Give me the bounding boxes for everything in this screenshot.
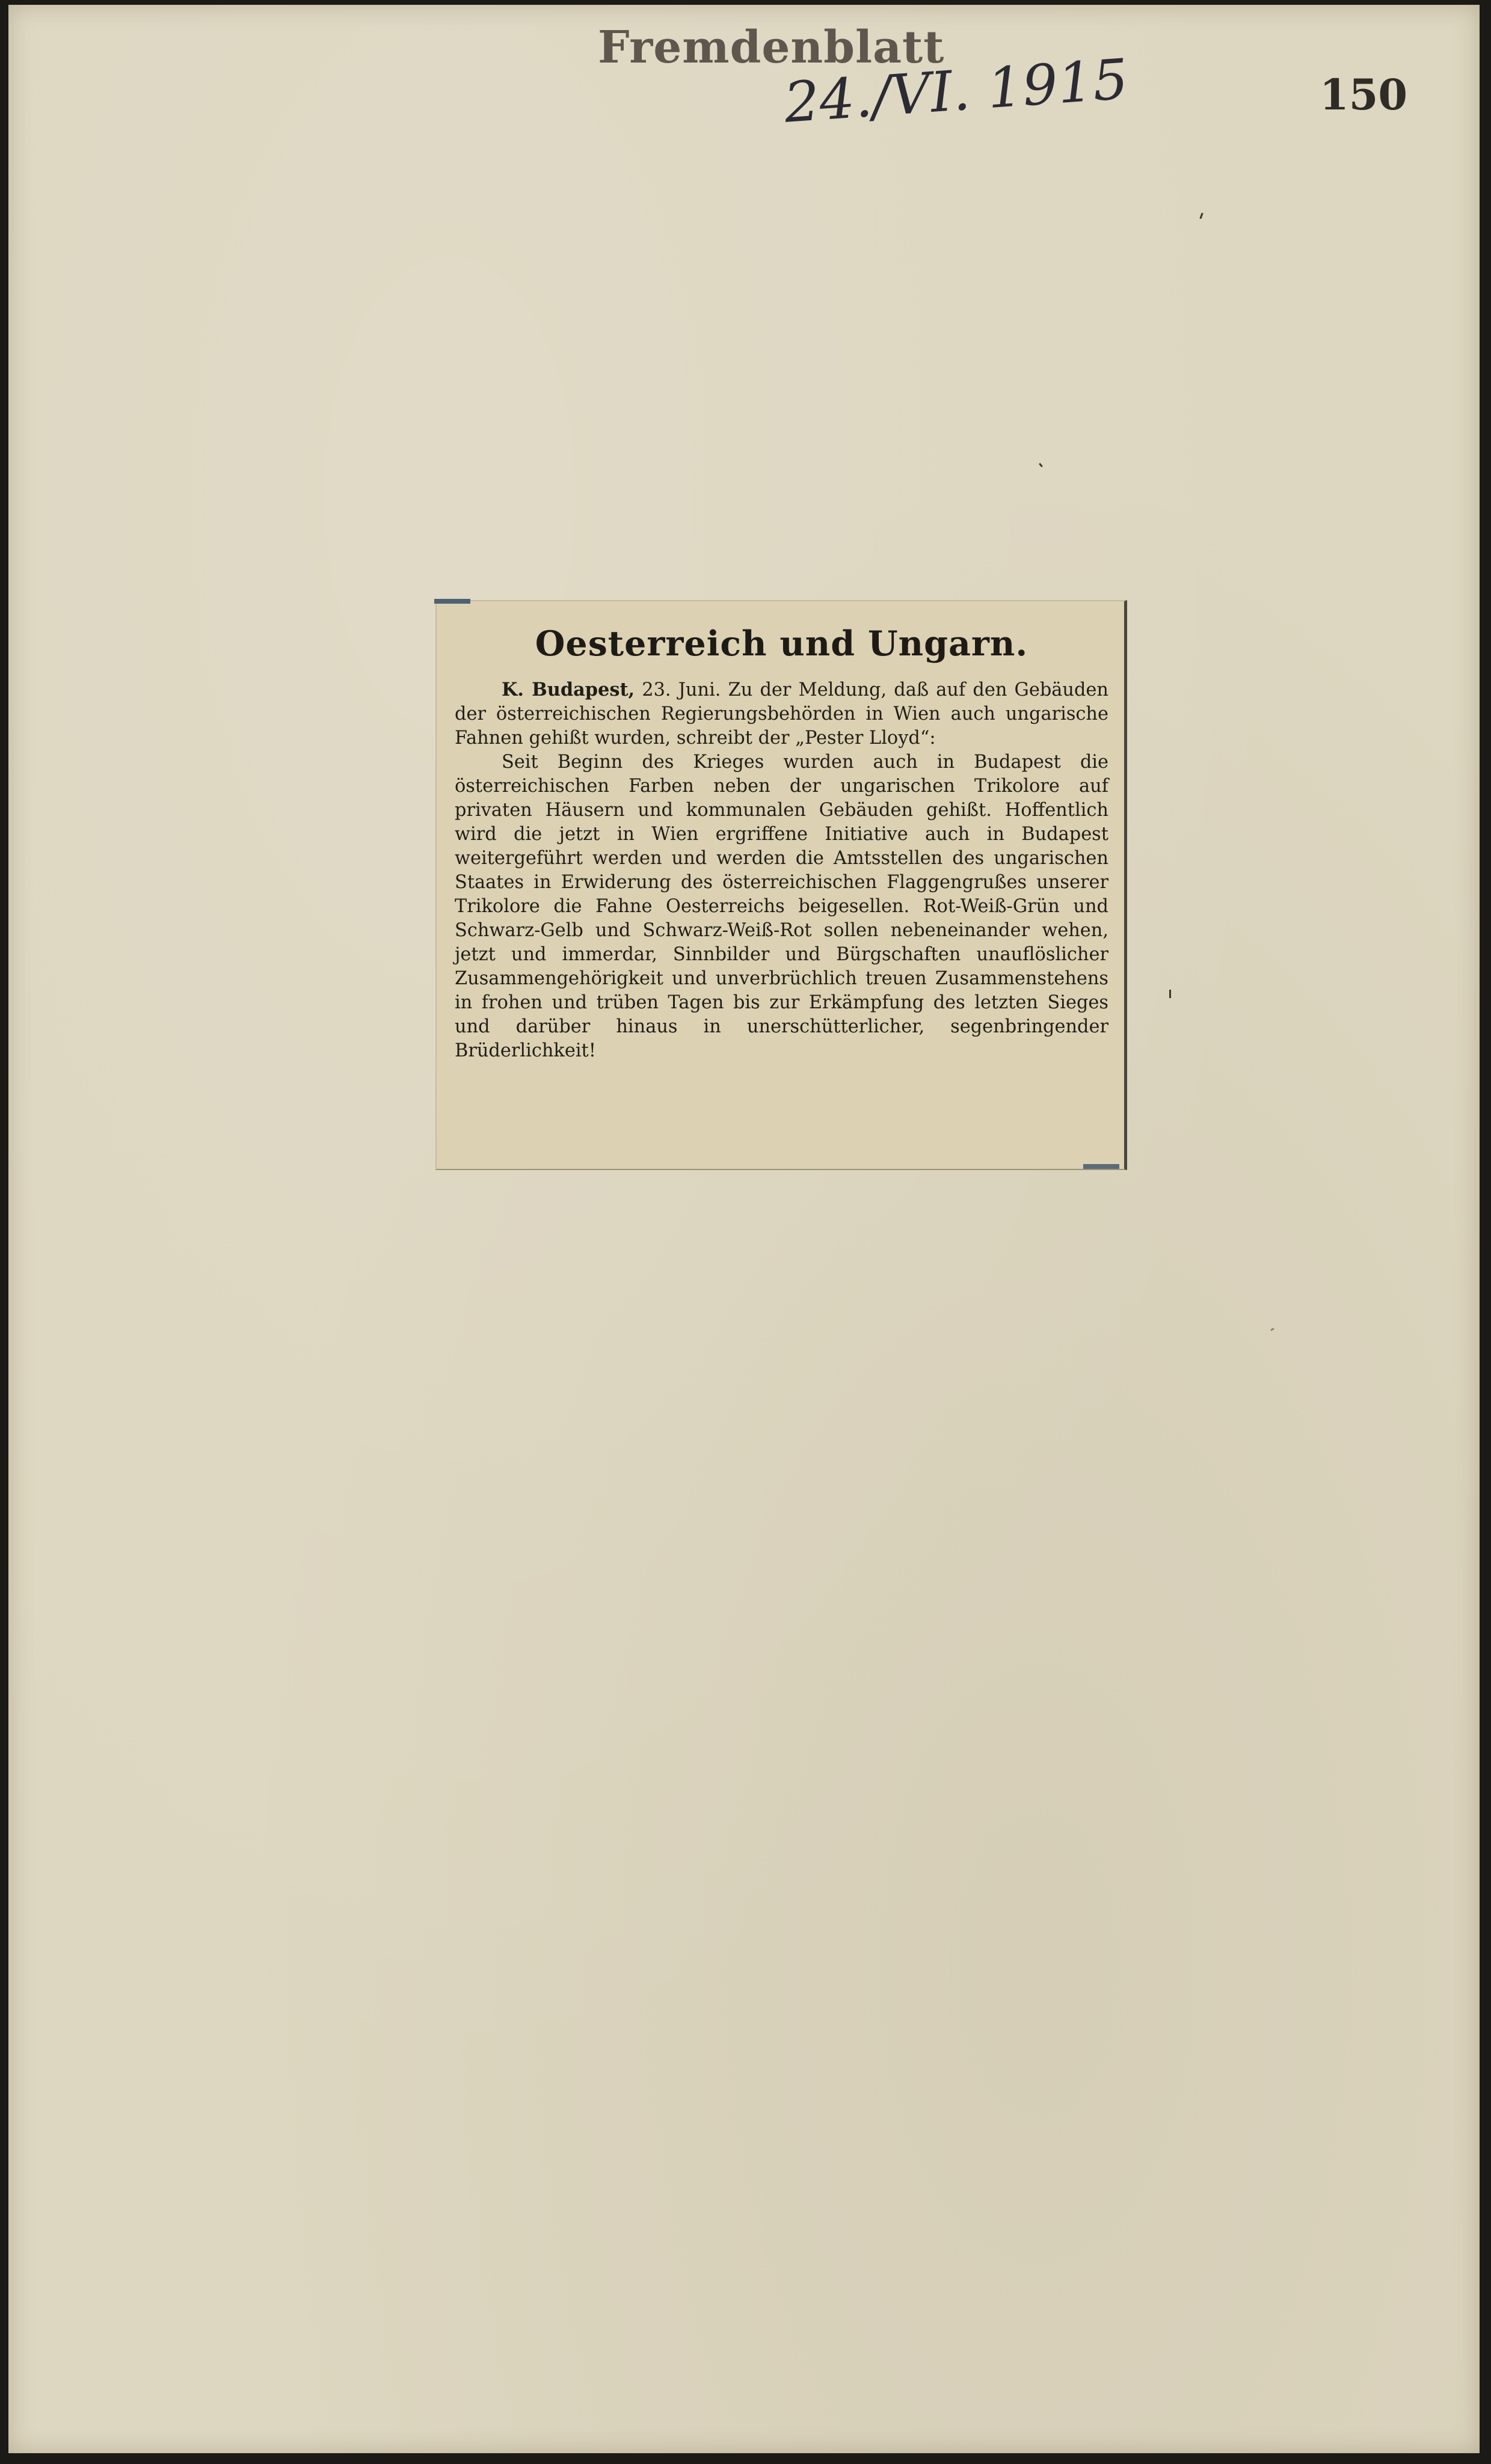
article-headline: Oesterreich und Ungarn. — [535, 624, 1028, 664]
article-paragraph-text: 23. Juni. Zu der Meldung, daß auf den Gebäuden der österreichischen Regierungsbehörden in Wien auch ungarische Fahnen gehißt wurden, schreibt der „Pester Lloyd“: — [455, 679, 1108, 749]
page-number: 150 — [1320, 70, 1408, 120]
clipping-edge-mark — [434, 599, 470, 604]
clipping-edge-mark — [1083, 1164, 1119, 1169]
archive-page — [8, 5, 1480, 2453]
newspaper-clipping — [435, 600, 1127, 1170]
handwritten-date: 24./VI. 1915 — [782, 47, 1131, 135]
article-dateline: K. Budapest, — [502, 678, 635, 700]
newspaper-stamp: Fremdenblatt — [598, 22, 945, 73]
article-paragraph — [455, 678, 1108, 750]
article-paragraph: Seit Beginn des Krieges wurden auch in Budapest die österreichischen Farben neben der ungarischen Trikolore auf privaten Häusern und kommunalen Gebäuden gehißt. Hoffentlich wird die jetzt in Wien ergriffene Initiative auch in Budapest weitergeführt werden und werden die Amtsstellen des ungarischen Staates in Erwiderung des österreichischen Flaggengrußes unserer Trikolore die Fahne Oesterreichs beigesellen. Rot-Weiß-Grün und Schwarz-Gelb und Schwarz-Weiß-Rot sollen nebeneinander wehen, jetzt und immerdar, Sinnbilder und Bürgschaften unauflöslicher Zusammengehörigkeit und unverbrüchlich treuen Zusammenstehens in frohen und trüben Tagen bis zur Erkämpfung des letzten Sieges und darüber hinaus in unerschütterlicher, segenbringender Brüderlichkeit! — [455, 751, 1108, 1061]
